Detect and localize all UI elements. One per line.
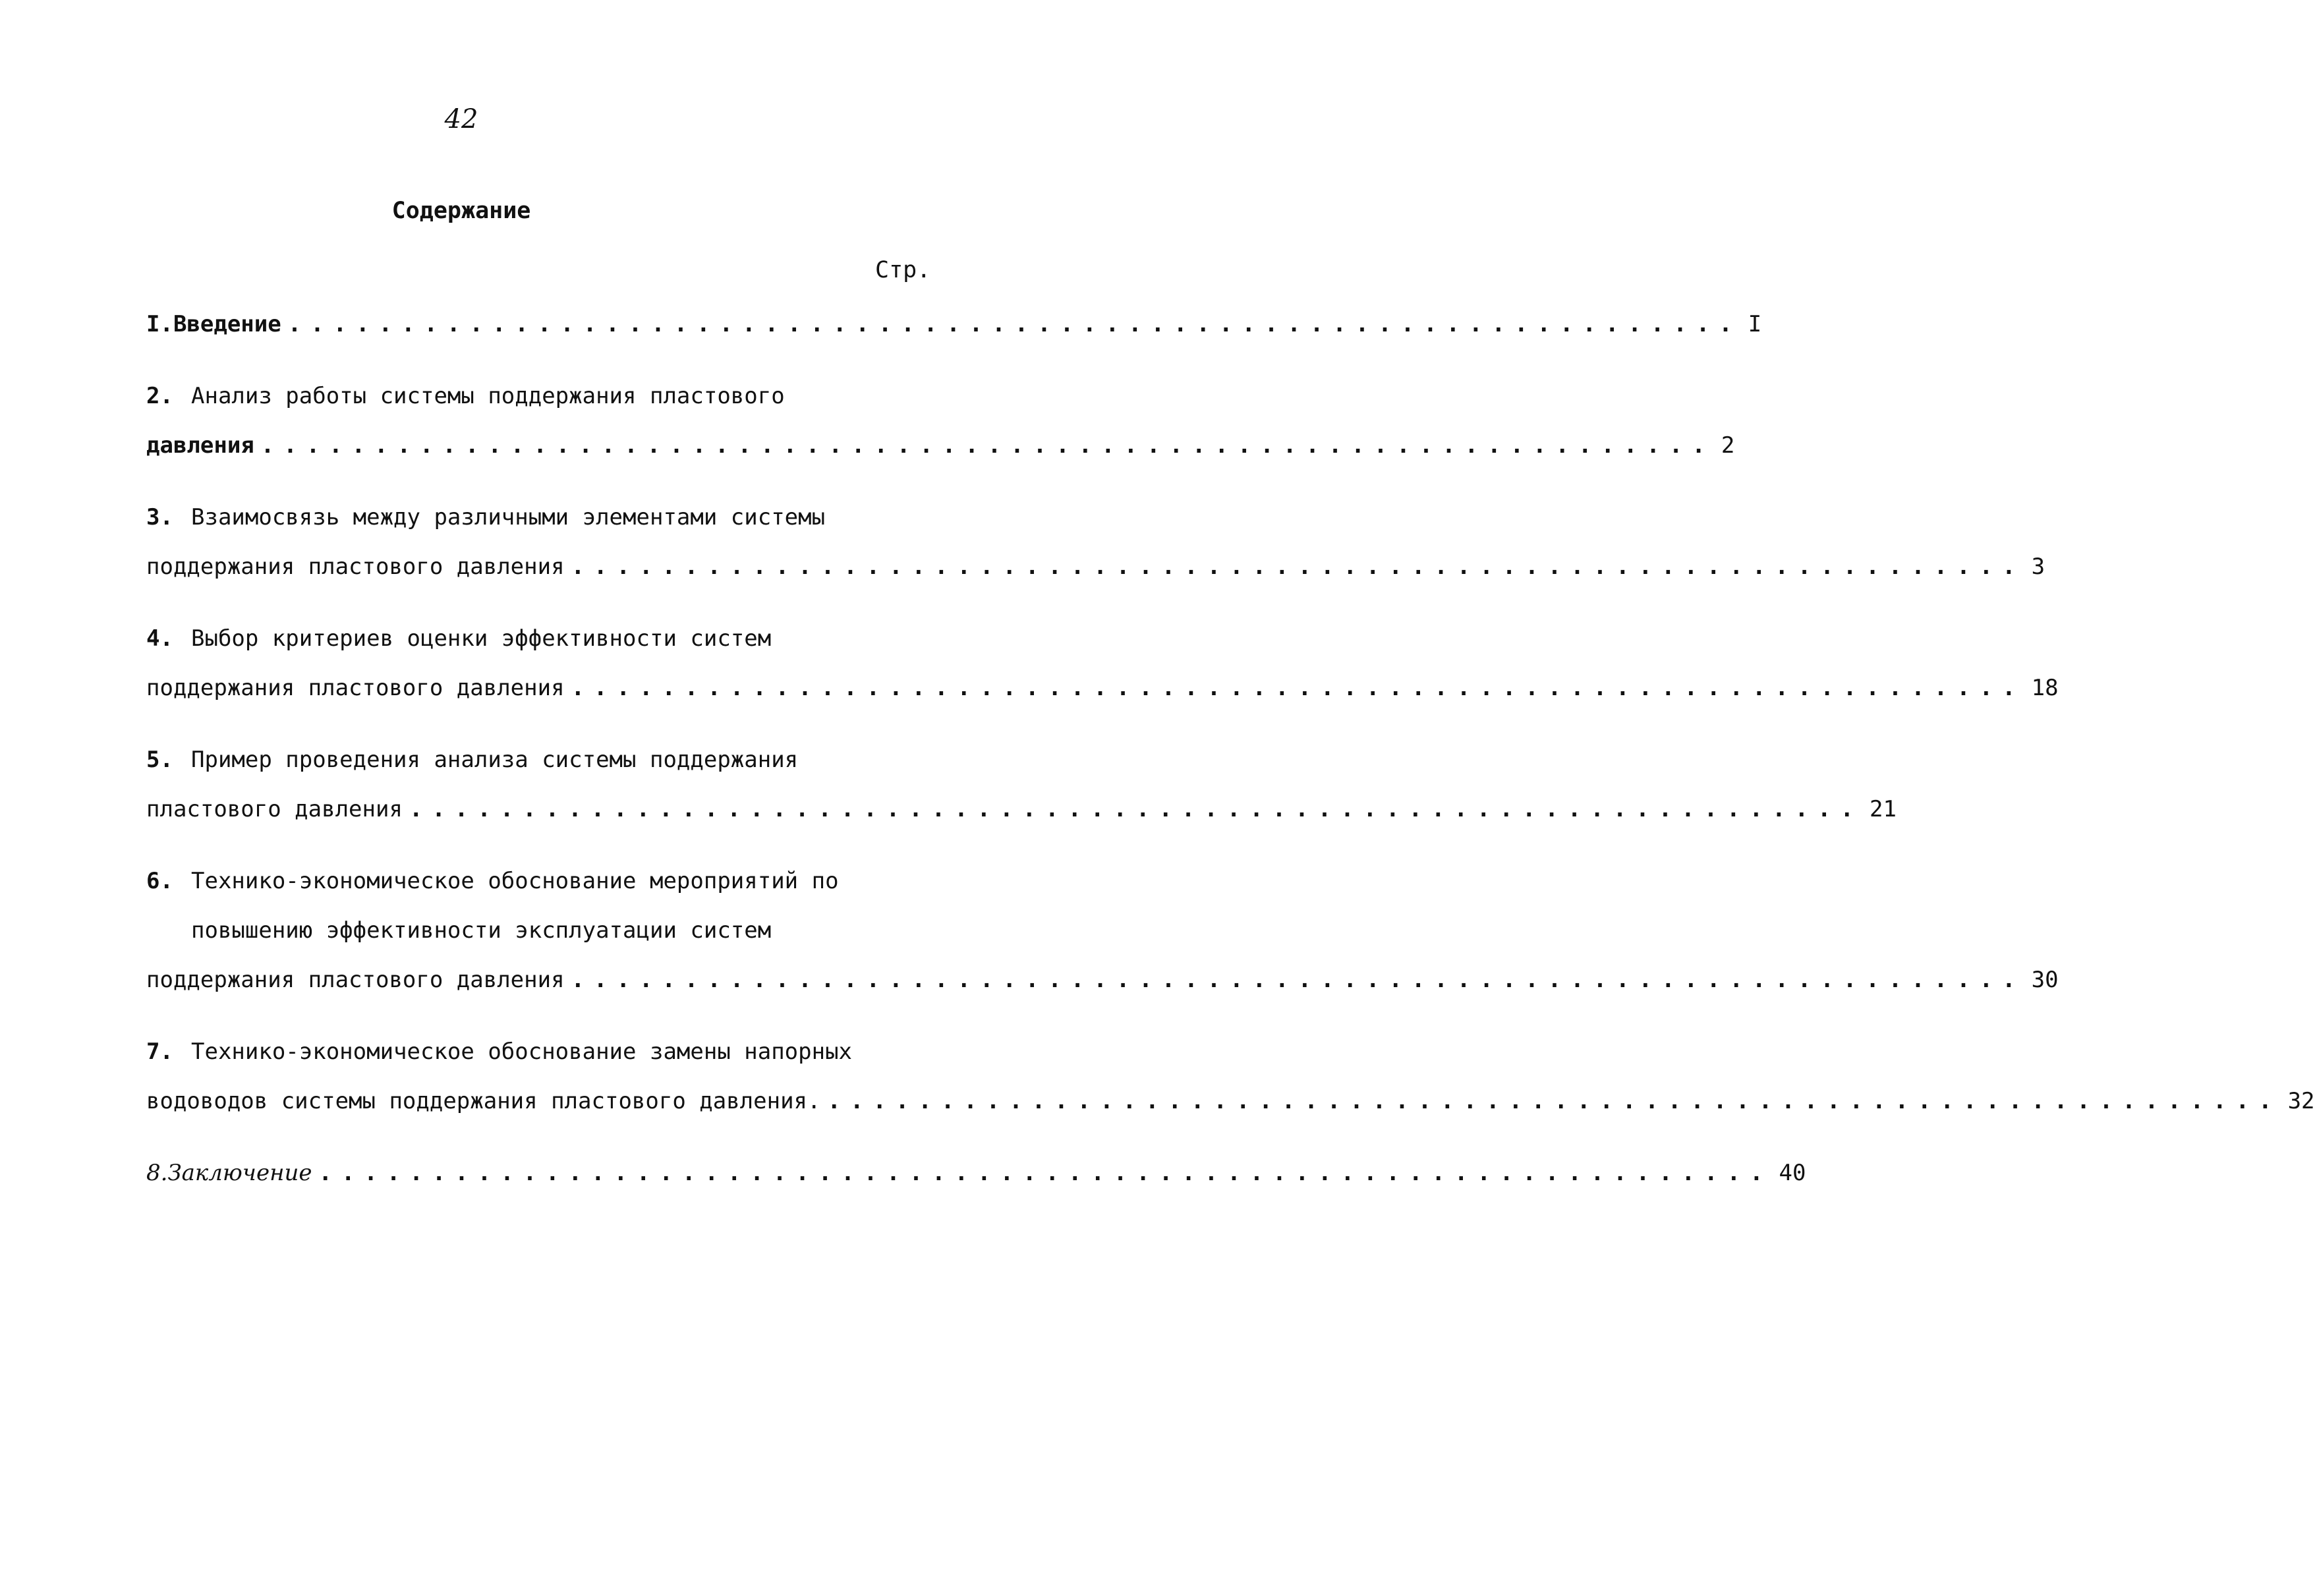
toc-entry-text: поддержания пластового давления	[146, 675, 565, 701]
toc-entry-line	[146, 906, 977, 955]
toc-entry-text: Взаимосвязь между различными элементами системы	[191, 504, 826, 530]
toc-entry-number: 5.	[146, 747, 173, 773]
toc-entry-text-handwritten: Заключение	[167, 1160, 312, 1186]
toc-entry-page: 40	[1779, 1160, 1806, 1186]
dot-leader: ................................................................	[287, 311, 1742, 337]
toc-entry-number: 4.	[146, 625, 173, 652]
toc-entry-line	[146, 421, 1735, 470]
toc-entry	[146, 300, 1762, 349]
toc-entry-text: давления	[146, 432, 254, 459]
toc-entry-line	[146, 735, 977, 785]
toc-entry-text: поддержания пластового давления	[146, 554, 565, 580]
toc-entry-text: повышению эффективности эксплуатации систем	[191, 917, 772, 944]
toc-entry-text: пластового давления	[146, 796, 403, 822]
toc-entry-number: 2.	[146, 383, 173, 409]
dot-leader: ................................................................	[571, 967, 2025, 993]
toc-entry-page: 30	[2031, 967, 2059, 993]
toc-entry-page: 2	[1721, 432, 1735, 459]
toc-entry-page: 21	[1870, 796, 1897, 822]
toc-entry-line	[146, 542, 2045, 592]
toc-entry-line	[146, 1027, 977, 1077]
dot-leader: ................................................................	[571, 554, 2025, 580]
toc-list	[146, 300, 2315, 1220]
toc-entry-line	[146, 785, 1897, 834]
toc-entry-text: Выбор критериев оценки эффективности систем	[191, 625, 772, 652]
dot-leader: ................................................................	[318, 1160, 1773, 1186]
pages-column-header: Стр.	[875, 257, 931, 283]
toc-entry-text: водоводов системы поддержания пластового давления.	[146, 1088, 821, 1114]
toc-entry-text: Технико-экономическое обоснование мероприятий по	[191, 868, 839, 894]
toc-entry-text: Технико-экономическое обоснование замены напорных	[191, 1039, 853, 1065]
toc-entry-line	[146, 1149, 1806, 1198]
toc-entry	[146, 493, 2045, 592]
toc-entry	[146, 857, 2059, 1005]
toc-entry-text: Пример проведения анализа системы поддержания	[191, 747, 799, 773]
toc-entry-line	[146, 300, 1762, 349]
toc-entry	[146, 1027, 2315, 1126]
toc-entry	[146, 735, 1897, 834]
toc-entry-line	[146, 664, 2059, 713]
toc-entry-number: I.	[146, 311, 173, 337]
toc-entry-line	[146, 1077, 2315, 1126]
toc-entry-page: 32	[2287, 1088, 2315, 1114]
toc-entry-number: 3.	[146, 504, 173, 530]
toc-title: Содержание	[391, 198, 531, 224]
toc-entry-text: поддержания пластового давления	[146, 967, 565, 993]
toc-entry-page: 18	[2031, 675, 2059, 701]
toc-entry-line	[146, 955, 2059, 1005]
toc-entry-line	[146, 614, 977, 664]
toc-entry-text: Анализ работы системы поддержания пластового	[191, 383, 785, 409]
toc-entry-page: 3	[2031, 554, 2045, 580]
toc-entry	[146, 372, 1735, 470]
dot-leader: ................................................................	[409, 796, 1863, 822]
toc-entry-number: 6.	[146, 868, 173, 894]
dot-leader: ................................................................	[571, 675, 2025, 701]
page-number: 42	[444, 104, 478, 134]
toc-entry-line	[146, 493, 977, 542]
dot-leader: ................................................................	[827, 1088, 2281, 1114]
dot-leader: ................................................................	[260, 432, 1715, 459]
toc-entry-text: Введение	[173, 311, 281, 337]
toc-entry-line	[146, 372, 977, 421]
toc-entry-number: 7.	[146, 1039, 173, 1065]
toc-entry	[146, 614, 2059, 713]
toc-entry	[146, 1149, 1806, 1198]
toc-entry-number: 8.	[146, 1160, 168, 1186]
toc-entry-line	[146, 857, 977, 906]
toc-entry-page: I	[1748, 311, 1762, 337]
